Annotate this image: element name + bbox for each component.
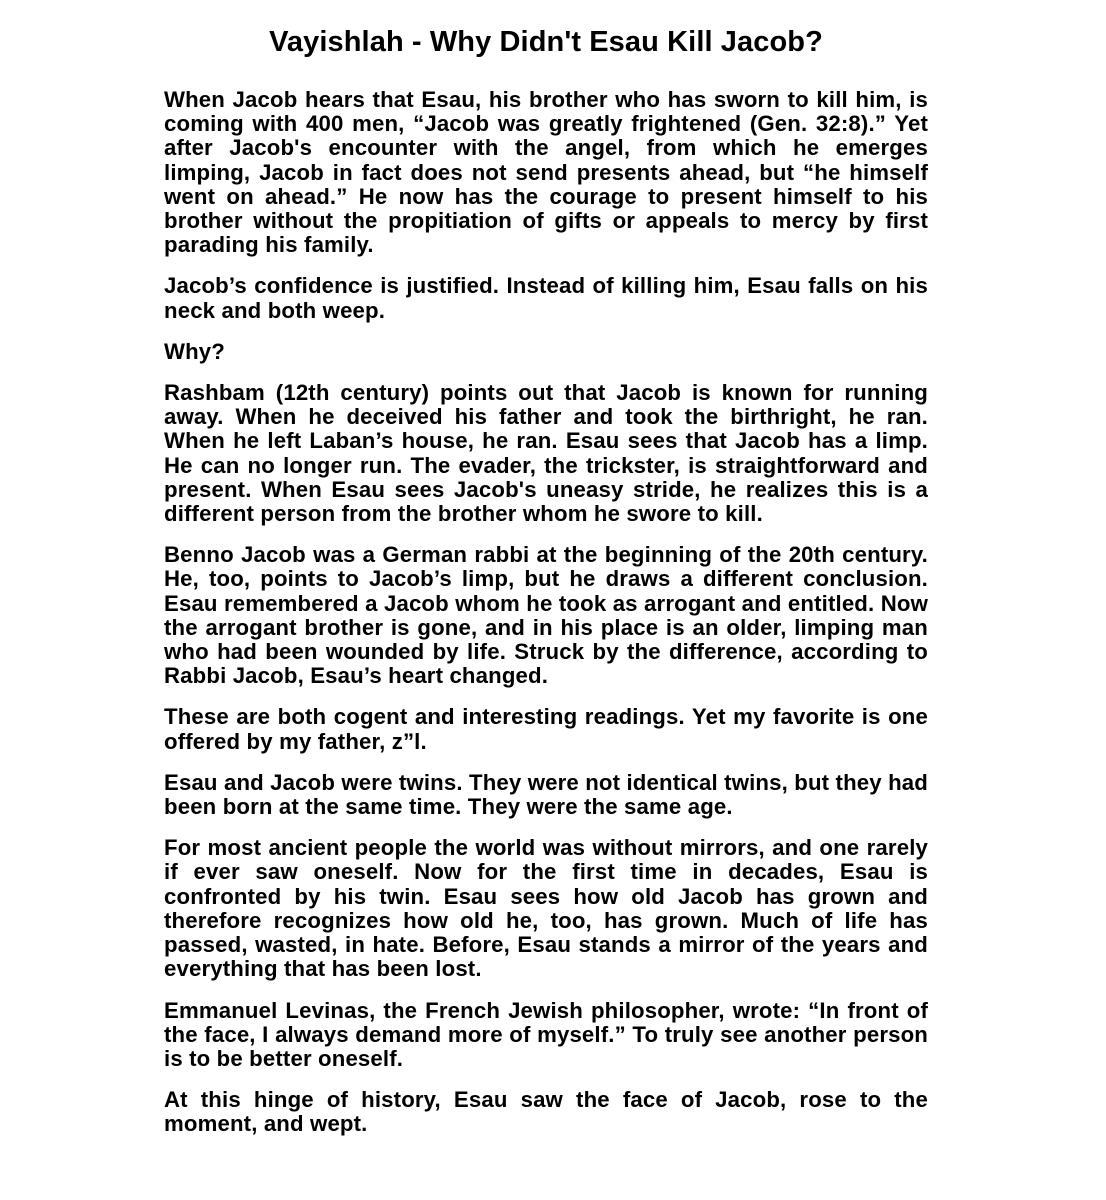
paragraph-9: Emmanuel Levinas, the French Jewish philosopher, wrote: “In front of the face, I always demand more of myself.” To truly see another person is to be better oneself.: [164, 997, 928, 1071]
paragraph-7: Esau and Jacob were twins. They were not identical twins, but they had been born at the same time. They were the same age.: [164, 769, 928, 820]
paragraph-2: Jacob’s confidence is justified. Instead of killing him, Esau falls on his neck and both weep.: [164, 273, 928, 323]
paragraph-8: For most ancient people the world was without mirrors, and one rarely if ever saw oneself. Now for the first time in decades, Esau is confronted by his twin. Esau sees how old Jacob has grown and therefore recognizes how old he, too, has grown. Much of life has passed, wasted, in hate. Before, Esau stands a mirror of the years and everything that has been lost.: [164, 835, 928, 982]
paragraph-5: Benno Jacob was a German rabbi at the beginning of the 20th century. He, too, points to Jacob’s limp, but he draws a different conclusion. Esau remembered a Jacob whom he took as arrogant and entitled. Now the arrogant brother is gone, and in his place is an older, limping man who had been wounded by life. Struck by the difference, according to Rabbi Jacob, Esau’s heart changed.: [164, 542, 928, 689]
document-body: [164, 88, 928, 1154]
paragraph-10: At this hinge of history, Esau saw the face of Jacob, rose to the moment, and wept.: [164, 1087, 928, 1137]
paragraph-3: Why?: [164, 338, 225, 364]
paragraph-1: When Jacob hears that Esau, his brother who has sworn to kill him, is coming with 400 men, “Jacob was greatly frightened (Gen. 32:8).” Yet after Jacob's encounter with the angel, from which he emerges limping, Jacob in fact does not send presents ahead, but “he himself went on ahead.” He now has the courage to present himself to his brother without the propitiation of gifts or appeals to mercy by first parading his family.: [164, 87, 928, 258]
document-title: Vayishlah - Why Didn't Esau Kill Jacob?: [269, 26, 823, 58]
paragraph-4: Rashbam (12th century) points out that Jacob is known for running away. When he deceived his father and took the birthright, he ran. When he left Laban’s house, he ran. Esau sees that Jacob has a limp. He can no longer run. The evader, the trickster, is straightforward and present. When Esau sees Jacob's uneasy stride, he realizes this is a different person from the brother whom he swore to kill.: [164, 380, 928, 527]
paragraph-6: These are both cogent and interesting readings. Yet my favorite is one offered by my father, z”l.: [164, 704, 928, 754]
